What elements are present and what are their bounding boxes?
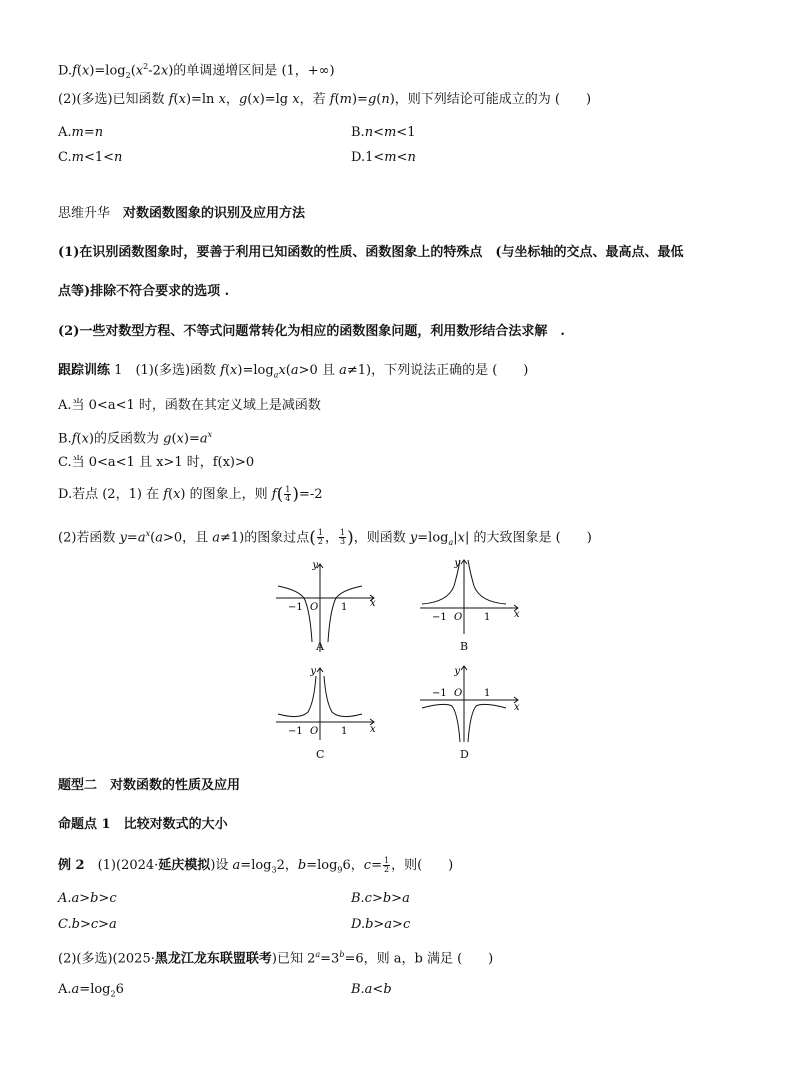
summary-heading <box>58 206 305 222</box>
summary-p1-line2: 点等)排除不符合要求的选项 . <box>58 284 230 299</box>
graph-label-b: B <box>460 640 469 653</box>
stem-text: 的大致图象是 ( ) <box>469 530 592 546</box>
option-text: 的图象上，则 <box>185 487 272 502</box>
graph-d[interactable] <box>414 662 524 762</box>
graph-label-d: D <box>460 748 469 761</box>
example-2-part2: (2)(多选)(2025·黑龙江龙东联盟联考)已知 $2^a=3^b=6$，则 a，b 满足 ( ) <box>58 950 494 967</box>
question-2-stem: (2)(多选)已知函数 f(x)=ln x，g(x)=lg x，若 f(m)=g(n)，则下列结论可能成立的为 ( ) <box>58 92 592 107</box>
svg-text:1: 1 <box>484 612 491 623</box>
stem-text: (1)(2024· <box>97 858 159 873</box>
tick-neg-1: −1 <box>288 602 303 613</box>
option-text: 的反函数为 <box>94 431 164 447</box>
option-letter: C. <box>58 150 72 165</box>
svg-text:−1: −1 <box>432 612 447 623</box>
svg-text:O: O <box>454 612 463 623</box>
example-2-part2-option-b[interactable]: B.a<b <box>351 982 392 997</box>
option-b[interactable]: B.n<m<1 <box>351 125 416 140</box>
graph-b[interactable] <box>414 556 524 656</box>
graph-label-a: A <box>316 640 324 653</box>
example-2-part2-option-a[interactable]: $A.a=\log_26$ <box>58 982 124 999</box>
stem-text: (2)(多选)已知函数 <box>58 92 169 107</box>
option-text: =-2 <box>298 487 323 502</box>
stem-text: )已知 <box>271 951 308 967</box>
summary-tag: 思维升华 <box>58 206 111 221</box>
stem-text: (2)若函数 <box>58 530 120 546</box>
option-d[interactable]: D.1<m<n <box>351 150 416 165</box>
example-2-option-d[interactable]: D.b>a>c <box>351 917 411 932</box>
graph-c[interactable] <box>270 662 380 762</box>
example-2-stem: 例 2 (1)(2024·延庆模拟)设 $a=\log_32$，$b=\log_96$，c= $\frac{1}{2}$ ，则( ) <box>58 856 454 875</box>
source-label: 延庆模拟 <box>158 858 211 873</box>
option-letter: A. <box>58 125 72 140</box>
svg-text:y: y <box>454 558 460 569</box>
option-letter: D. <box>58 63 73 79</box>
drill-option-a[interactable]: A.当 0<a<1 时，函数在其定义域上是减函数 <box>58 398 321 413</box>
summary-title: 对数函数图象的识别及应用方法 <box>123 206 306 221</box>
drill-option-d[interactable]: D.若点 (2，1) 在 f(x) 的图象上，则 f( $\frac{1}{4}$ )=-2 <box>58 484 323 505</box>
svg-text:x: x <box>514 609 520 620</box>
option-text: D.若点 (2，1) 在 <box>58 487 164 502</box>
drill-option-c[interactable]: C.当 0<a<1 且 x>1 时，f(x)>0 <box>58 455 255 470</box>
svg-text:−1: −1 <box>432 688 447 699</box>
graph-a[interactable] <box>270 556 380 656</box>
stem-text: (1)(多选)函数 <box>135 363 221 378</box>
drill-option-b[interactable]: B.f(x)的反函数为 $g(x)=a^x$ <box>58 430 213 447</box>
drill-tag: 跟踪训练 <box>58 363 111 378</box>
summary-p1-line1: (1)在识别函数图象时，要善于利用已知函数的性质、函数图象上的特殊点 (与坐标轴的交点、最高点、最低 <box>58 245 684 260</box>
drill-num: 1 <box>114 363 123 378</box>
source-label: 黑龙江龙东联盟联考 <box>154 951 272 967</box>
stem-text: 的图象过点 <box>244 530 310 546</box>
prev-option-d-tail: )的单调递增区间是 (1，+∞) <box>168 63 335 79</box>
stem-text: ，则 a，b 满足 ( ) <box>363 951 494 967</box>
section-title: 题型二 对数函数的性质及应用 <box>58 778 241 793</box>
svg-text:−1: −1 <box>288 726 303 737</box>
stem-text: (2)(多选)(2025· <box>58 951 155 967</box>
example-2-option-b[interactable]: B.c>b>a <box>351 891 410 906</box>
origin-label: O <box>310 602 319 613</box>
drill-stem: 跟踪训练 1 (1)(多选)函数 $f(x)=\log_ax(a>0$ 且 a≠1)，下列说法正确的是 ( ) <box>58 363 529 380</box>
summary-p2: (2)一些对数型方程、不等式问题常转化为相应的函数图象问题，利用数形结合法求解 . <box>58 324 565 339</box>
svg-text:1: 1 <box>341 726 348 737</box>
stem-text: ，则( ) <box>391 858 454 873</box>
svg-text:x: x <box>514 702 520 713</box>
option-letter: D. <box>351 150 366 165</box>
option-letter: B. <box>351 125 365 140</box>
option-c[interactable]: C.m<1<n <box>58 150 123 165</box>
svg-text:1: 1 <box>484 688 491 699</box>
svg-text:O: O <box>310 726 319 737</box>
stem-text: ，则下列结论可能成立的为 ( ) <box>394 92 592 107</box>
stem-text: ，若 <box>299 92 330 107</box>
example-2-option-a[interactable]: A.a>b>c <box>58 891 117 906</box>
option-letter: A. <box>58 982 72 997</box>
topic-title: 命题点 1 比较对数式的大小 <box>58 817 228 832</box>
example-tag: 例 2 <box>58 858 85 873</box>
graph-label-c: C <box>316 748 325 761</box>
svg-text:y: y <box>454 666 460 677</box>
svg-text:O: O <box>454 688 463 699</box>
stem-text: 且 <box>321 363 340 378</box>
drill-part2: (2)若函数 $y=a^x(a>0$，且 a≠1)的图象过点( $\frac{1}{2}$ ， $\frac{1}{3}$ )，则函数 $y=\log_a|x|$ 的大致图象是 ( ) <box>58 527 592 548</box>
option-a[interactable]: A.m=n <box>58 125 104 140</box>
svg-text:x: x <box>370 724 376 735</box>
axis-x-label: x <box>370 598 376 609</box>
stem-text: )设 <box>210 858 233 873</box>
tick-pos-1: 1 <box>341 602 348 613</box>
option-letter: B. <box>58 431 72 447</box>
example-2-option-c[interactable]: C.b>c>a <box>58 917 117 932</box>
stem-text: ，则函数 <box>353 530 410 546</box>
stem-text: ，下列说法正确的是 ( ) <box>371 363 529 378</box>
prev-option-d: $D.f(x)=\log_2(x^2-2x)$的单调递增区间是 (1，+∞) <box>58 62 335 80</box>
axis-y-label: y <box>312 560 318 571</box>
svg-text:y: y <box>310 666 316 677</box>
